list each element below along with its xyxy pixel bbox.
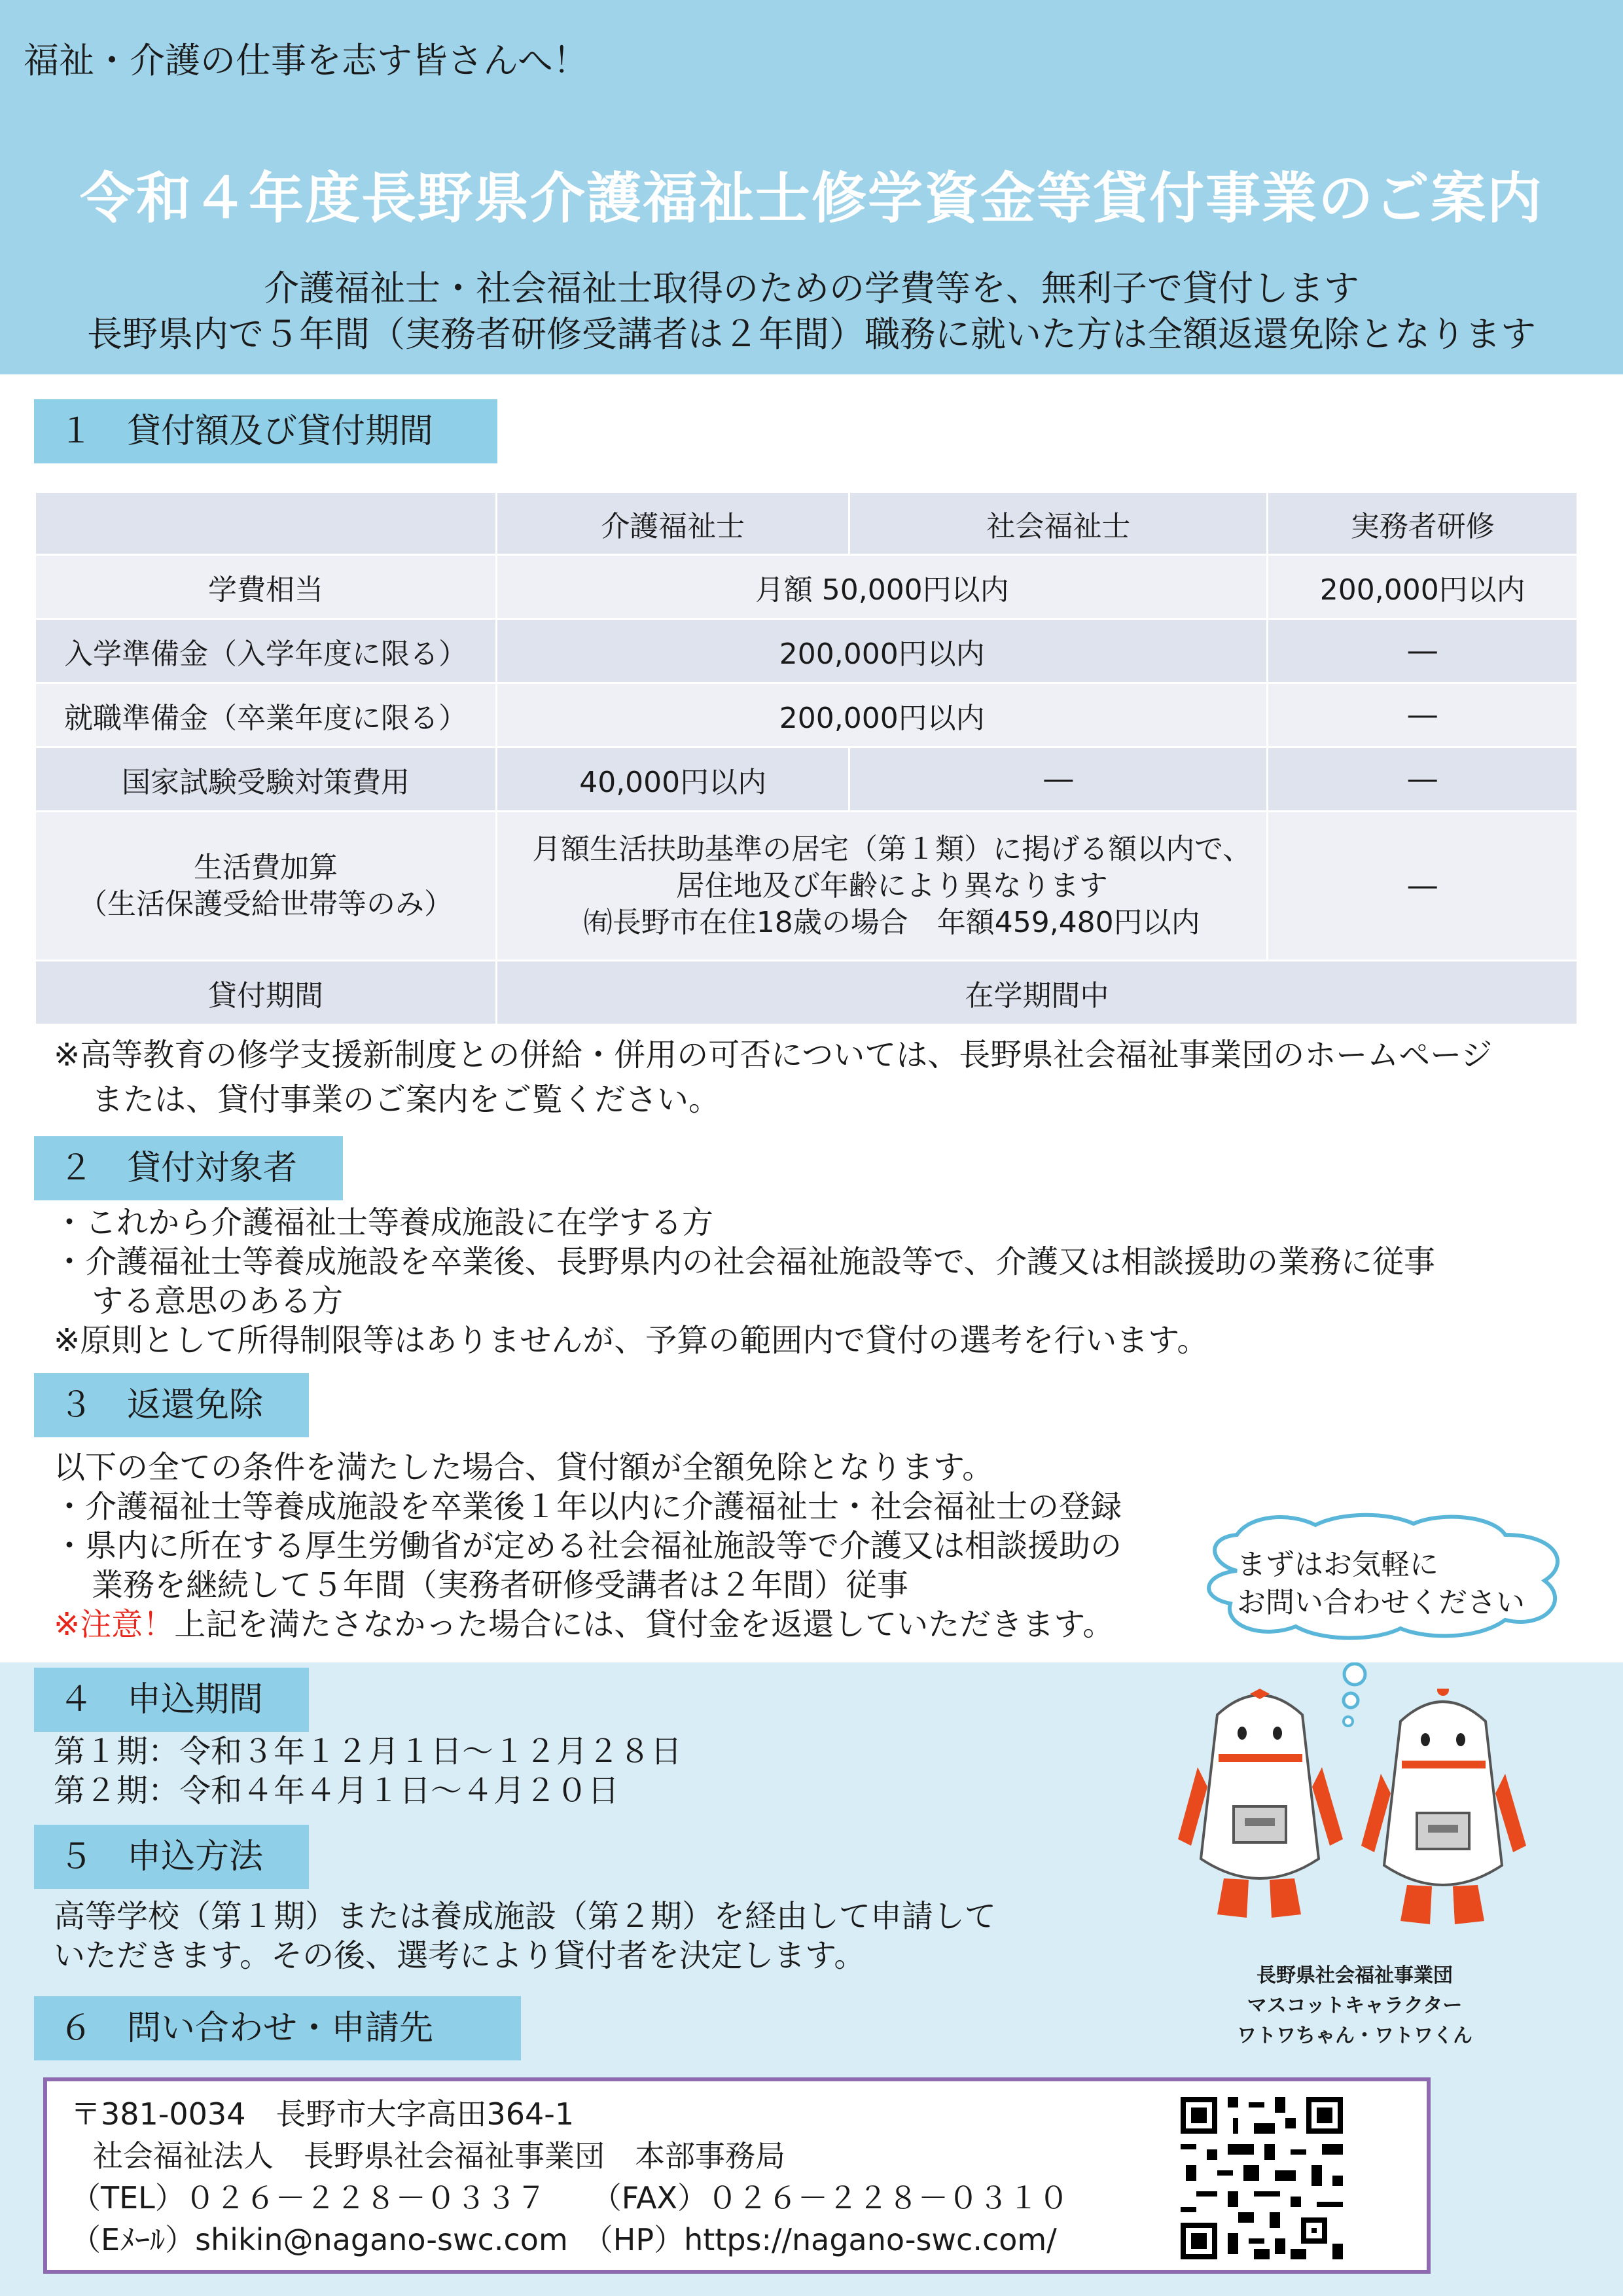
- row-label: [35, 812, 497, 961]
- cell-line: ㈲長野市在住18歳の場合 年額459,480円以内: [583, 905, 1200, 939]
- subtitle-1: 介護福祉士・社会福祉士取得のための学費等を、無利子で貸付します: [264, 268, 1359, 309]
- cell: ―: [1268, 619, 1578, 683]
- bubble-line: まずはお気軽に: [1237, 1548, 1438, 1581]
- list-item: 業務を継続して５年間（実務者研修受講者は２年間）従事: [92, 1567, 909, 1604]
- cell: 200,000円以内: [497, 619, 1268, 683]
- contact-phone: （TEL）０２６－２２８－０３３７ （FAX）０２６－２２８－０３１０: [71, 2180, 1069, 2215]
- cell: ―: [849, 747, 1268, 812]
- corner-cell: [35, 492, 497, 555]
- warning-text: 上記を満たさなかった場合には、貸付金を返還していただきます。: [174, 1606, 1115, 1643]
- row-label: 入学準備金（入学年度に限る）: [35, 619, 497, 683]
- mascot-illustration: [1171, 1689, 1538, 1964]
- cell-line: 月額生活扶助基準の居宅（第１類）に掲げる額以内で、: [532, 832, 1252, 866]
- method-line: 高等学校（第１期）または養成施設（第２期）を経由して申請して: [54, 1898, 997, 1935]
- list-item: ・介護福祉士等養成施設を卒業後１年以内に介護福祉士・社会福祉士の登録: [54, 1488, 1122, 1525]
- list-item: ・県内に所在する厚生労働省が定める社会福祉施設等で介護又は相談援助の: [54, 1528, 1122, 1564]
- warning-line: [54, 1605, 1114, 1644]
- page-title: 令和４年度長野県介護福祉士修学資金等貸付事業のご案内: [79, 166, 1543, 230]
- row-label: 貸付期間: [35, 961, 497, 1025]
- cell: [497, 812, 1268, 961]
- list-item: ・これから介護福祉士等養成施設に在学する方: [54, 1204, 714, 1241]
- header-band: [0, 0, 1623, 374]
- section4-heading: ４ 申込期間: [34, 1668, 309, 1732]
- bubble-text: [1237, 1546, 1525, 1622]
- list-item: する意思のある方: [92, 1283, 344, 1319]
- note-line: ※高等教育の修学支援新制度との併給・併用の可否については、長野県社会福祉事業団のホームページ: [54, 1037, 1493, 1073]
- cell: 40,000円以内: [497, 747, 849, 812]
- text-line: 以下の全ての条件を満たした場合、貸付額が全額免除となります。: [54, 1449, 994, 1486]
- row-label-line: （生活保護受給世帯等のみ）: [79, 887, 453, 921]
- table-row: [35, 812, 1578, 961]
- subtitle-2: 長野県内で５年間（実務者研修受講者は２年間）職務に就いた方は全額返還免除となります: [87, 314, 1536, 355]
- cell: ―: [1268, 747, 1578, 812]
- cell: ―: [1268, 812, 1578, 961]
- mascot-boy-icon: [1361, 1689, 1526, 1924]
- mascot-caption-2: マスコットキャラクター: [1247, 1994, 1463, 2017]
- table-row: [35, 683, 1578, 747]
- row-label: 国家試験受験対策費用: [35, 747, 497, 812]
- section1-heading: １ 貸付額及び貸付期間: [34, 399, 497, 463]
- col-header-care: 介護福祉士: [497, 492, 849, 555]
- col-header-social: 社会福祉士: [849, 492, 1268, 555]
- list-item: ・介護福祉士等養成施設を卒業後、長野県内の社会福祉施設等で、介護又は相談援助の業務に従事: [54, 1244, 1436, 1280]
- note-line: ※原則として所得制限等はありませんが、予算の範囲内で貸付の選考を行います。: [54, 1322, 1209, 1359]
- cell: ―: [1268, 683, 1578, 747]
- row-label: 就職準備金（卒業年度に限る）: [35, 683, 497, 747]
- section2-heading: ２ 貸付対象者: [34, 1136, 343, 1200]
- cell: 200,000円以内: [497, 683, 1268, 747]
- table-row: [35, 555, 1578, 619]
- note-line: または、貸付事業のご案内をご覧ください。: [92, 1081, 721, 1118]
- section3-heading: ３ 返還免除: [34, 1373, 309, 1437]
- contact-web: （Eﾒｰﾙ）shikin@nagano-swc.com （HP）https://nagano-swc.com/: [71, 2222, 1057, 2257]
- table-row: [35, 619, 1578, 683]
- cell: 月額 50,000円以内: [497, 555, 1268, 619]
- col-header-practical: 実務者研修: [1268, 492, 1578, 555]
- mascot-caption-1: 長野県社会福祉事業団: [1257, 1964, 1453, 1987]
- section5-heading: ５ 申込方法: [34, 1825, 309, 1889]
- contact-address: 〒381-0034 長野市大字高田364-1: [71, 2096, 575, 2132]
- period-line: 第２期：令和４年４月１日～４月２０日: [54, 1772, 620, 1809]
- table-row: [35, 747, 1578, 812]
- lead-text: 福祉・介護の仕事を志す皆さんへ！: [24, 40, 588, 81]
- row-label-line: 生活費加算: [194, 850, 338, 884]
- section6-heading: ６ 問い合わせ・申請先: [34, 1996, 521, 2060]
- mascot-girl-icon: [1178, 1689, 1343, 1918]
- bubble-line: お問い合わせください: [1237, 1586, 1525, 1619]
- method-line: いただきます。その後、選考により貸付者を決定します。: [54, 1937, 866, 1974]
- loan-table: [34, 491, 1578, 1026]
- period-line: 第１期：令和３年１２月１日～１２月２８日: [54, 1733, 683, 1770]
- contact-org: 社会福祉法人 長野県社会福祉事業団 本部事務局: [93, 2138, 785, 2174]
- cell: 在学期間中: [497, 961, 1578, 1025]
- warning-label: ※注意！: [54, 1606, 175, 1643]
- table-row: [35, 961, 1578, 1025]
- qr-code-icon: [1175, 2092, 1348, 2265]
- cell: 200,000円以内: [1268, 555, 1578, 619]
- cell-line: 居住地及び年齢により異なります: [675, 869, 1108, 903]
- mascot-caption-3: ワトワちゃん・ワトワくん: [1237, 2024, 1472, 2047]
- row-label: 学費相当: [35, 555, 497, 619]
